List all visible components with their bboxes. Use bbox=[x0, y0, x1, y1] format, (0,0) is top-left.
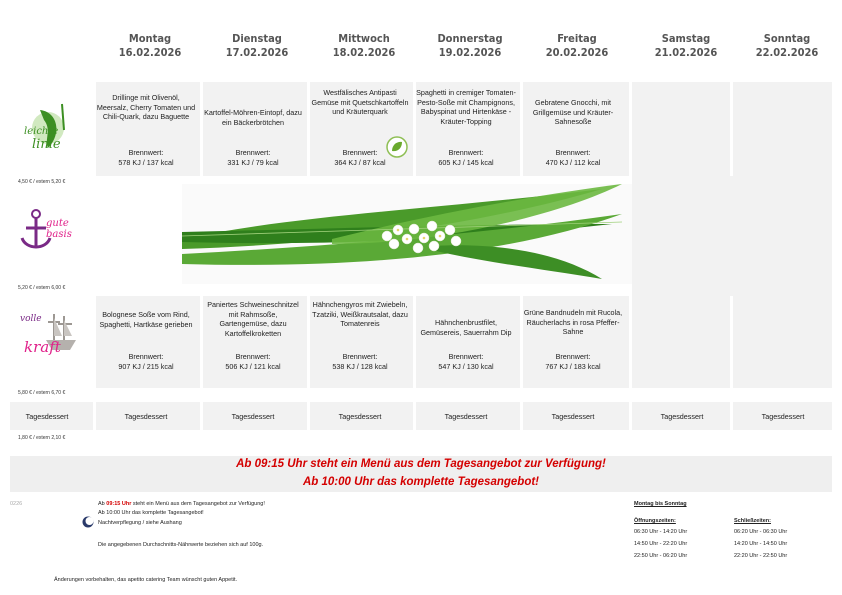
meal-dish: Grüne Bandnudeln mit Rucola, Räucherlachs in rosa Pfeffer-Sahne bbox=[523, 308, 623, 337]
meal-energy-value: 364 KJ / 87 kcal bbox=[334, 157, 386, 167]
volle-kraft-logo bbox=[18, 310, 82, 366]
day-name: Sonntag bbox=[763, 32, 811, 45]
banner-line-1: Ab 09:15 Uhr steht ein Menü aus dem Tagesangebot zur Verfügung! bbox=[236, 458, 606, 470]
day-date: 21.02.2026 bbox=[654, 46, 718, 59]
moon-icon bbox=[82, 516, 94, 528]
meal-energy-value: 605 KJ / 145 kcal bbox=[438, 157, 494, 167]
day-name: Freitag bbox=[557, 32, 597, 45]
footer-note-3: Nachtverpflegung / siehe Aushang bbox=[98, 520, 182, 526]
meal-energy-label: Brennwert: bbox=[235, 352, 271, 361]
meal-energy-value: 538 KJ / 128 kcal bbox=[332, 361, 388, 371]
hours-title: Montag bis Sonntag bbox=[634, 501, 687, 507]
meal-energy-value: 907 KJ / 215 kcal bbox=[118, 361, 174, 371]
meal-energy-label: Brennwert: bbox=[342, 352, 378, 361]
leichte-linie-price: 4,50 € / extern 5,20 € bbox=[18, 179, 66, 185]
note1-time: 09:15 Uhr bbox=[106, 501, 132, 507]
day-header-3 bbox=[420, 32, 520, 60]
leichte-linie-logo bbox=[18, 100, 80, 162]
day-header-1 bbox=[207, 32, 307, 60]
meal-dish: Paniertes Schweineschnitzel mit Rahmsoße, Gartengemüse, dazu Kartoffelkroketten bbox=[207, 300, 299, 338]
dessert-cell: Tagesdessert bbox=[444, 412, 488, 421]
column-divider bbox=[413, 296, 416, 388]
day-name: Montag bbox=[128, 32, 172, 45]
dessert-label: Tagesdessert bbox=[25, 412, 69, 421]
meal-energy-value: 767 KJ / 183 kcal bbox=[545, 361, 601, 371]
meal-dish: Kartoffel-Möhren-Eintopf, dazu ein Bäckerbrötchen bbox=[204, 108, 302, 127]
day-date: 16.02.2026 bbox=[118, 46, 182, 59]
day-date: 22.02.2026 bbox=[755, 46, 819, 59]
footer-note-1 bbox=[98, 501, 265, 507]
gute-basis-price: 5,20 € / extern 6,00 € bbox=[18, 285, 66, 291]
meal-energy-label: Brennwert: bbox=[128, 352, 164, 361]
day-name: Donnerstag bbox=[437, 32, 503, 45]
footer-note-2: Ab 10:00 Uhr das komplette Tagesangebot! bbox=[98, 510, 204, 516]
meal-energy-label: Brennwert: bbox=[128, 148, 164, 157]
meal-dish: Gebratene Gnocchi, mit Grillgemüse und Kräuter-Sahnesoße bbox=[532, 98, 614, 127]
kraft-text: kraft bbox=[24, 338, 61, 356]
day-name: Dienstag bbox=[232, 32, 282, 45]
day-name: Samstag bbox=[661, 32, 711, 45]
vegetarian-leaf-icon bbox=[386, 136, 408, 158]
leichte-text: leichte bbox=[24, 126, 59, 137]
dessert-cell: Tagesdessert bbox=[338, 412, 382, 421]
open-title: Öffnungszeiten: bbox=[634, 518, 676, 524]
linie-text: linie bbox=[32, 137, 61, 152]
footer-disclaimer: Änderungen vorbehalten, das apetito catering Team wünscht guten Appetit. bbox=[54, 577, 238, 583]
meal-dish: Spaghetti in cremiger Tomaten-Pesto-Soße mit Champignons, Babyspinat und Hirtenkäse - Kräuter-Topping bbox=[416, 88, 516, 126]
day-header-5 bbox=[636, 32, 736, 60]
close-title: Schließzeiten: bbox=[734, 518, 771, 524]
basis-text: basis bbox=[46, 229, 72, 240]
footer-note-4: Die angegebenen Durchschnitts-Nährwerte beziehen sich auf 100g. bbox=[98, 542, 264, 548]
meal-energy-value: 470 KJ / 112 kcal bbox=[545, 157, 601, 167]
dessert-cell: Tagesdessert bbox=[124, 412, 168, 421]
column-divider bbox=[730, 296, 733, 388]
meal-energy-value: 506 KJ / 121 kcal bbox=[225, 361, 281, 371]
open-time: 22:50 Uhr - 06:20 Uhr bbox=[634, 553, 688, 559]
gute-text: gute bbox=[46, 218, 69, 229]
column-divider bbox=[730, 82, 733, 176]
close-time: 14:20 Uhr - 14:50 Uhr bbox=[734, 541, 788, 547]
row2-weekend-background bbox=[632, 176, 832, 296]
close-time: 22:20 Uhr - 22:50 Uhr bbox=[734, 553, 788, 559]
volle-kraft-price: 5,80 € / extern 6,70 € bbox=[18, 390, 66, 396]
day-header-4 bbox=[527, 32, 627, 60]
meal-energy-label: Brennwert: bbox=[235, 148, 271, 157]
column-divider bbox=[629, 296, 632, 388]
day-date: 17.02.2026 bbox=[225, 46, 289, 59]
day-header-6 bbox=[737, 32, 837, 60]
wild-garlic-image bbox=[182, 184, 632, 284]
meal-dish: Hähnchengyros mit Zwiebeln, Tzatziki, Weißkrautsalat, dazu Tomatenreis bbox=[312, 300, 408, 329]
open-time: 06:30 Uhr - 14:20 Uhr bbox=[634, 529, 688, 535]
meal-energy-value: 331 KJ / 79 kcal bbox=[227, 157, 279, 167]
day-header-0 bbox=[100, 32, 200, 60]
dessert-cell: Tagesdessert bbox=[551, 412, 595, 421]
day-date: 18.02.2026 bbox=[332, 46, 396, 59]
dessert-cell: Tagesdessert bbox=[660, 412, 704, 421]
meal-dish: Westfälisches Antipasti Gemüse mit Quetschkartoffeln und Kräuterquark bbox=[311, 88, 409, 117]
day-date: 20.02.2026 bbox=[545, 46, 609, 59]
banner-line-2: Ab 10:00 Uhr das komplette Tagesangebot! bbox=[302, 476, 539, 488]
meal-energy-value: 547 KJ / 130 kcal bbox=[438, 361, 494, 371]
meal-energy-label: Brennwert: bbox=[555, 352, 591, 361]
close-time: 06:20 Uhr - 06:30 Uhr bbox=[734, 529, 788, 535]
note1-prefix: Ab bbox=[98, 501, 107, 507]
volle-text: volle bbox=[20, 314, 42, 324]
dessert-cell: Tagesdessert bbox=[761, 412, 805, 421]
meal-energy-label: Brennwert: bbox=[342, 148, 378, 157]
day-header-2 bbox=[314, 32, 414, 60]
day-date: 19.02.2026 bbox=[438, 46, 502, 59]
dessert-cell: Tagesdessert bbox=[231, 412, 275, 421]
column-divider bbox=[629, 82, 632, 176]
meal-dish: Drillinge mit Olivenöl, Meersalz, Cherry Tomaten und Chili-Quark, dazu Baguette bbox=[96, 93, 196, 122]
meal-energy-label: Brennwert: bbox=[448, 148, 484, 157]
dessert-price: 1,80 € / extern 2,10 € bbox=[18, 435, 66, 441]
meal-dish: Hähnchenbrustfilet, Gemüsereis, Sauerrahm Dip bbox=[420, 318, 512, 337]
note1-rest: steht ein Menü aus dem Tagesangebot zur Verfügung! bbox=[131, 501, 265, 507]
meal-dish: Bolognese Soße vom Rind, Spaghetti, Hartkäse gerieben bbox=[99, 310, 193, 329]
open-time: 14:50 Uhr - 22:20 Uhr bbox=[634, 541, 688, 547]
meal-energy-label: Brennwert: bbox=[555, 148, 591, 157]
meal-energy-label: Brennwert: bbox=[448, 352, 484, 361]
gute-basis-logo bbox=[16, 206, 80, 256]
meal-energy-value: 578 KJ / 137 kcal bbox=[118, 157, 174, 167]
footer-code: 0226 bbox=[10, 501, 23, 507]
day-name: Mittwoch bbox=[338, 32, 390, 45]
